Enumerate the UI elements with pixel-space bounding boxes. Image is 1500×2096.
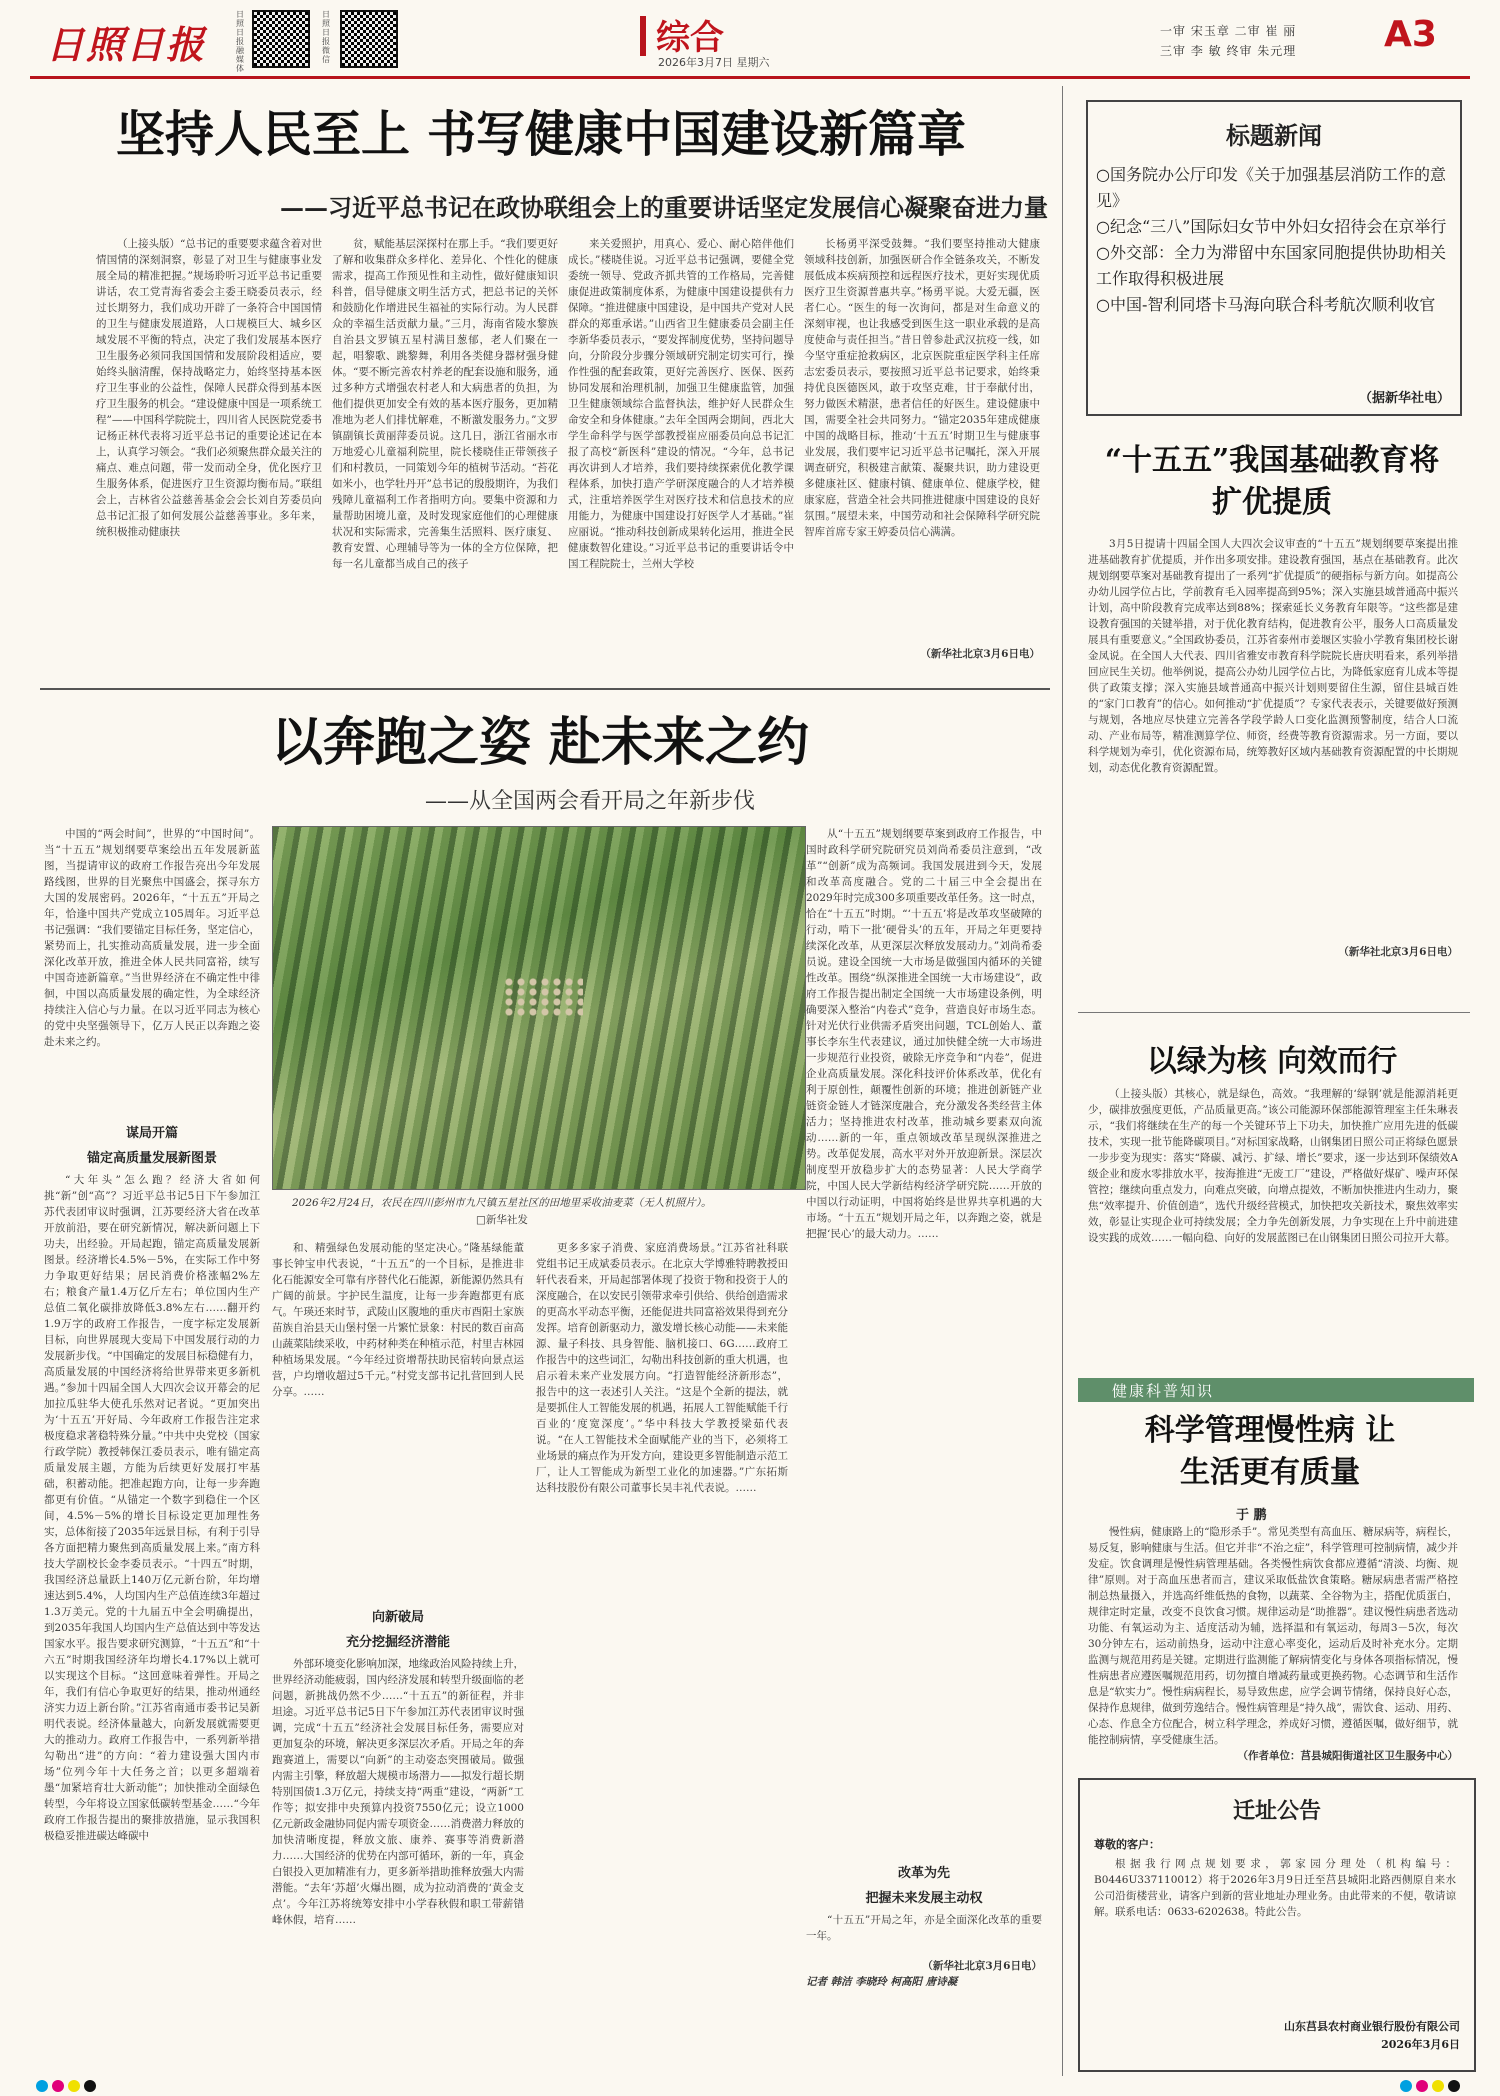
green-title: 以绿为核 向效而行 [1146,1044,1398,1079]
notice-salute: 尊敬的客户： [1094,1838,1160,1851]
second-subtitle: ——从全国两会看开局之年新步伐 [424,789,755,814]
qr2-caption: 日照日报微信 [322,10,330,64]
registration-mark [68,2080,80,2092]
news-item-text: 国务院办公厅印发《关于加强基层消防工作的意见》 [1096,165,1446,210]
notice-date: 2026年3月6日 [1381,2038,1460,2051]
notice-title: 迁址公告 [1232,1798,1321,1824]
photo-caption: 2026年2月24日，农民在四川彭州市九尺镇五星社区的田地里采收油麦菜（无人机照片）。 [292,1197,712,1209]
notice-body: 根据我行网点规划要求，郭家园分理处（机构编号：B0446U337110012）将于2026年3月9日迁至莒县城阳北路西侧原自来水公司沿街楼营业，请客户到新的营业地址办理业务。由此带来的不便，敬请谅解。联系电话：0633-6202638。特此公告。 [1094,1858,1456,1918]
health-title: 科学管理慢性病 让生活更有质量 [1144,1413,1396,1490]
second-mid-column-2: 更多多家子消费、家庭消费场景。”江苏省社科联党组书记王成斌委员表示。在北京大学博雅特聘教授田轩代表看来，开局起部署体现了投资于物和投资于人的深度融合，在以安民引领带求牵引供给、供给创造需求的更高水平动态平衡，还能促进共同富裕效果得到充分发挥。培育创新驱动力，激发增长核心动能——未来能源、量子科技、具身智能、脑机接口、6G……政府工作报告中的这些词汇，勾勒出科技创新的重大机遇，也启示着未来产业发展方向。“打造智能经济新形态”，报告中的这一表述引人关注。“这是个全新的提法，就是要抓住人工智能发展的机遇，拓展人工智能赋能千行百业的‘度宽深度’。”华中科技大学教授梁茹代表说。“在人工智能技术全面赋能产业的当下，必须将工业场景的痛点作为开发方向，建设更多智能制造示范工厂，让人工智能成为新型工业化的加速器。”广东拓斯达科技股份有限公司董事长吴丰礼代表说。…… [536,1242,788,1494]
qr-code-icon [340,10,398,68]
health-band-label: 健康科普知识 [1112,1382,1215,1400]
news-item-text: 中国-智利同塔卡马海向联合科考航次顺利收官 [1109,295,1436,314]
photo-credit: □新华社发 [476,1214,528,1226]
news-credit: （据新华社电） [1358,391,1450,406]
lead-column-1: （上接头版）“总书记的重要要求蕴含着对世情国情的深刻洞察，彰显了对卫生与健康事业发展全局的精准把握。”规场聆听习近平总书记重要讲话，农工党青海省委会主委王晓委员表示，经过长期努力，我们成功开辟了一条符合中国国情的卫生与健康发展道路，人口规模巨大、城乡区域发展不平衡的特点，决定了我们发展基本医疗卫生服务必须同我国国情和发展阶段相适应，要始终头脑清醒，保持战略定力，始终坚持基本医疗卫生事业的公益性，保障人民群众得到基本医疗卫生服务的机会。“建设健康中国是一项系统工程”——中国科学院院士，四川省人民医院党委书记杨正林代表将习近平总书记的重要论述记在本上，认真学习领会。“我们必须聚焦群众最关注的痛点、难点问题，带一发而动全身，优化医疗卫生服务体系，促进医疗卫生资源均衡布局。”联组会上，吉林省公益慈善基金会会长刘自芳委员向总书记汇报了如何发展公益慈善事业。多年来，统积极推动健康扶 [96,238,322,538]
lead-column-3: 来关爱照护，用真心、爱心、耐心陪伴他们成长。”楼晓佳说。习近平总书记强调，要健全党委统一领导、党政齐抓共管的工作格局，完善健康促进政策制度体系，为健康中国建设提供有力保障。“推进健康中国建设，是中国共产党对人民群众的郑重承诺。”山西省卫生健康委员会副主任李新华委员表示，“要发挥制度优势，坚持问题导向，分阶段分步骤分领域研究制定切实可行，操作性强的配套政策，更好完善医疗、医保、医药协同发展和治理机制，加强卫生健康监管，加强卫生健康领域综合监督执法，维护好人民群众生命安全和身体健康。”去年全国两会期间，西北大学生命科学与医学部教授崔应丽委员向总书记汇报了高校“新医科”建设的情况。“今年，总书记再次讲到人才培养，我们要持续探索优化教学课程体系，加快打造产学研深度融合的人才培养模式，注重培养医学生对医疗技术和信息技术的应用能力，为健康中国建设打好医学人才基础。”崔应丽说。“推动科技创新成果转化运用，推进全民健康数智化建设。”习近平总书记的重要讲话令中国工程院院士，兰州大学校 [568,238,794,570]
lead-subtitle: ——习近平总书记在政协联组会上的重要讲话坚定发展信心凝聚奋进力量 [280,193,1048,222]
page-number: A3 [1384,14,1437,55]
second-title: 以奔跑之姿 赴未来之约 [270,712,810,773]
headline-news-title: 标题新闻 [1226,121,1322,150]
second-mid1-top: 和、精强绿色发展动能的坚定决心。”隆基绿能董事长钟宝申代表说，“十五五”的一个目标，是推进非化石能源安全可靠有序替代化石能源，新能源仍然具有广阔的前景。宇护民生温度，让每一步奔跑都更有底气。午瑛还来时节，武陵山区腹地的重庆市酉阳土家族苗族自治县天山堡村堡一片繁忙景象：村民的数百亩高山蔬菜陆续采收，中药材种类在种植示范，村里吉林园种植场果发展。“今年经过资增帮扶助民宿转向景点运营，户均增收超过5千元。”村党支部书记扎营回到人民分享。…… [272,1242,524,1398]
health-band [1078,1378,1474,1402]
story-divider [40,688,1050,690]
notice-signer: 山东莒县农村商业银行股份有限公司 [1284,2020,1460,2033]
farm-photo [272,826,806,1190]
lead-column-2: 贫，赋能基层深探村在那上手。“我们要更好了解和收集群众多样化、差异化、个性化的健康需求，提高工作预见性和主动性，做好健康知识科普，倡导健康文明生活方式，把总书记的关怀和鼓励化作增进民生福祉的实际行动。为人民群众的幸福生活贡献力量。”三月，海南省陵水黎族自治县文罗镇五星村满目葱郁，老人们聚在一起，唱黎歌、跳黎舞，利用各类健身器材强身健体。“要不断完善农村养老的配套设施和服务，通过多种方式增强农村老人和大病患者的负担，为他们提供更加安全有效的基本医疗服务，更加精准地为老人们排忧解难，不断激发服务力。”文罗镇副镇长黄丽萍委员说。这几日，浙江省丽水市万地爱心儿童福利院里，院长楼晓佳正带领孩子们和村教员，一同策划今年的植树节活动。“苔花如米小，也学牡丹开”总书记的殷殷期许，为我们残障儿童福利工作者指明方向。要集中资源和力量帮助困境儿童，及时发现家庭他们的心理健康状况和实际需求，完善集生活照料、医疗康复、教育安置、心理辅导等为一体的全方位保障，把每一名儿童都当成自己的孩子 [332,238,558,570]
second-mid1-bottom: 外部环境变化影响加深，地缘政治风险持续上升，世界经济动能疲弱，国内经济发展和转型升级面临的老问题，新挑战仍然不少……“十五五”的新征程，并非坦途。习近平总书记5日下午参加江苏代表团审议时强调，完成“十五五”经济社会发展目标任务，需要应对更加复杂的环境，解决更多深层次矛盾。开局之年的奔跑赛道上，需要以“向新”的主动姿态突围破局。做强内需主引擎，释放超大规模市场潜力——拟发行超长期特别国债1.3万亿元，持续支持“两重”建设，“两新”工作等；拟安排中央预算内投资7550亿元；设立1000亿元新政金融协同促内需专项资金……消费潜力释放的加快清晰度提，释放文旅、康养、赛事等消费新潜力……大国经济的优势在内部可循环，新的一年，真金白银投入更加精准有力，更多新举措助推释放强大内需潜能。“去年‘苏超’火爆出圈，成为拉动消费的‘黄金支点’。今年江苏将统筹安排中小学春秋假和职工带薪错峰休假，培育…… [272,1658,524,1926]
health-credit: （作者单位：莒县城阳街道社区卫生服务中心） [1237,1750,1458,1762]
health-author: 于 鹏 [1236,1508,1267,1523]
news-item-text: 纪念“三八”国际妇女节中外妇女招待会在京举行 [1109,217,1447,236]
qr-code-icon [252,10,310,68]
registration-mark [52,2080,64,2092]
circle-bullet-icon: ○ [1096,165,1110,184]
second-reporters: 记者 韩洁 李晓玲 柯高阳 唐诗凝 [806,1976,958,1988]
registration-mark [1400,2080,1412,2092]
registration-mark [84,2080,96,2092]
masthead-rule [30,76,1470,79]
registration-mark [36,2080,48,2092]
second-credit: （新华社北京3月6日电） [922,1960,1042,1972]
health-section [1088,1524,1458,1774]
second-head-3: 向新破局 [371,1610,424,1625]
notice-box [1078,1778,1476,2072]
second-left-top: 中国的“两会时间”，世界的“中国时间”。当“十五五”规划纲要草案绘出五年发展新蓝图，当提请审议的政府工作报告亮出今年发展路线图，世界的目光聚焦中国盛会，探寻东方大国的发展密码。2026年，“十五五”开局之年，恰逢中国共产党成立105周年。习近平总书记强调：“我们要锚定目标任务，坚定信心，紧势而上，扎实推动高质量发展，进一步全面深化改革开放，推进全体人民共同富裕，续写中国奇迹新篇章。”当世界经济在不确定性中徘徊，中国以高质量发展的确定性，为全球经济持续注入信心与力量。在以习近平同志为核心的党中央坚强领导下，亿万人民正以奔跑之姿赴未来之约。 [44,828,260,1048]
second-right-bottom: “十五五”开局之年，亦是全面深化改革的重要一年。 [806,1914,1042,1942]
section-marker [640,16,646,56]
second-head-2: 锚定高质量发展新图景 [86,1151,217,1166]
news-item [1096,162,1452,318]
second-right-top: 从“十五五”规划纲要草案到政府工作报告，中国时政科学研究院研究员刘尚希委员注意到，“改革”“创新”成为高频词。我国发展进到今天，发展和改革高度融合。党的二十届三中全会提出在2029年时完成300多项重要改革任务。这一时点，恰在“十五五”时期。“‘十五五’将是改革攻坚破障的行动，啃下一批‘硬骨头’的五年，开局之年更要持续深化改革，从更深层次释放发展动力。”刘尚希委员说。建设全国统一大市场是做强国内循环的关键性改革。围绕“纵深推进全国统一大市场建设”，政府工作报告提出制定全国统一大市场建设条例，明确要深入整治“内卷式”竞争，营造良好市场生态。针对光伏行业供需矛盾突出问题，TCL创始人、董事长李东生代表建议，通过加快健全统一大市场进一步规范行业投资，破除无序竞争和“内卷”，促进企业高质量发展。深化科技评价体系改革，优化有利于原创性，颠覆性创新的环境；推进创新链产业链资金链人才链深度融合，充分激发各类经营主体活力；坚持推进农村改革，推动城乡要素双向流动……新的一年，重点领域改革呈现纵深推进之势。改革促发展，高水平对外开放迎新景。深层次制度型开放稳步扩大的态势显著：人民大学商学院，中国人民大学新结构经济学研究院……开放的中国以行动证明，中国将始终是世界共享机遇的大市场。“十五五”规划开局之年，以奔跑之姿，就是把握‘民心’的最大动力。…… [806,828,1042,1240]
registration-mark [1448,2080,1460,2092]
circle-bullet-icon: ○ [1096,243,1110,262]
second-left-bottom: “大年头”怎么跑？经济大省如何挑“新”创“高”？习近平总书记5日下午参加江苏代表团审议时强调，江苏要经济大省在改革开放前沿，要在研究新情况，解决新问题上下功夫，出经验。开局起跑，锚定高质量发展新图景。经济增长4.5%－5%，在实际工作中努力争取更好结果；居民消费价格涨幅2%左右；粮食产量1.4万亿斤左右；单位国内生产总值二氧化碳排放降低3.8%左右……翻开约1.9万字的政府工作报告，一度字标定发展新目标，向世界展现大变局下中国发展行动的力发展新步伐。“中国确定的发展目标稳健有力，高质量发展的中国经济将给世界带来更多新机遇。”参加十四届全国人大四次会议开幕会的尼加拉瓜驻华大使孔乐然对记者说。“更加突出为‘十五五’开好局、今年政府工作报告注定求极度稳求著稳特殊分量。”中共中央党校（国家行政学院）教授韩保江委员表示，唯有锚定高质量发展主题，方能为后续更好发展打牢基础，积蓄动能。把准起跑方向，让每一步奔跑都更有价值。“从锚定一个数字到稳住一个区间，4.5%－5%的增长目标设定更加理性务实，总体衔接了2035年远景目标，有利于引导各方面把精力聚焦到高质量发展上来。”南方科技大学副校长金李委员表示。“十四五”时期，我国经济总量跃上140万亿元新台阶，年均增速达到5.4%，人均国内生产总值连续3年超过1.3万美元。党的十九届五中全会明确提出，到2035年我国人均国内生产总值达到中等发达国家水平。报告要求研究测算，“十五五”和“十六五”时期我国经济年均增长4.17%以上就可以实现这个目标。“这回意味着弹性。开局之年，我们有信心争取更好的结果，推动州通经济实力迈上新台阶。”江苏省南通市委书记吴新明代表说。经济体量越大，向新发展就需要更大的推动力。政府工作报告中，一系列新举措勾勒出“进”的方向：“着力建设强大国内市场”位列今年十大任务之首；以更多超端着墨“加紧培育壮大新动能”；加快推动全面绿色转型，今年将设立国家低碳转型基金……“今年政府工作报告提出的聚排放措施，显示我国积极稳妥推进碳达峰碳中 [44,1174,260,1842]
second-right-column [806,826,1042,2066]
second-mid-column-1 [272,1240,524,2066]
lead-column-4-wrap [804,236,1040,676]
qr1-caption: 日照日报融媒体 [236,10,244,73]
date-line: 2026年3月7日 星期六 [658,56,770,69]
farm-worker-group [503,977,583,1017]
second-head-1: 谋局开篇 [125,1126,178,1141]
registration-mark [1432,2080,1444,2092]
lead-title: 坚持人民至上 书写健康中国建设新篇章 [115,105,967,163]
second-head-5: 改革为先 [897,1866,950,1881]
editor-line-2: 三审 李 敏 终审 朱元理 [1160,44,1297,58]
edu-title: “十五五”我国基础教育将扩优提质 [1104,443,1440,520]
sidebar-divider [1078,1012,1470,1013]
editor-line-1: 一审 宋玉章 二审 崔 丽 [1160,24,1297,38]
second-left-column [44,826,260,2066]
health-body: 慢性病，健康路上的“隐形杀手”。常见类型有高血压、糖尿病等，病程长，易反复，影响健康与生活。但它并非“不治之症”，科学管理可控制病情，减少并发症。饮食调理是慢性病管理基础。各类慢性病饮食都应遵循“清淡、均衡、规律”原则。对于高血压患者而言，建议采取低盐饮食策略。糖尿病患者需严格控制总热量摄入，并选高纤维低热的食物，以蔬菜、全谷物为主，搭配优质蛋白，规律定时定量，改变不良饮食习惯。规律运动是“助推器”。建议慢性病患者选动功能、有氧运动为主、适度活动为辅，选择温和有氧运动，每周3－5次，每次30分钟左右，运动前热身，运动中注意心率变化，运动后及时补充水分。定期监测与规范用药是关键。定期进行监测能了解病情变化与身体各项指标情况，慢性病患者应遵医嘱规范用药，切勿擅自增减药量或更换药物。心态调节和生活作息是“软实力”。慢性病病程长，易导致焦虑，应学会调节情绪，保持良好心态，保持作息规律，做到劳逸结合。慢性病管理是“持久战”，需饮食、运动、用药、心态、作息全方位配合，树立科学理念，养成好习惯，遵循医嘱，做好细节，就能控制病情，享受健康生活。 [1088,1526,1458,1746]
news-item-text: 外交部：全力为滞留中东国家同胞提供协助相关工作取得积极进展 [1096,243,1446,288]
sidebar-rule [1062,86,1063,2076]
lead-column-4: 长杨勇平深受鼓舞。“我们要坚持推动大健康领域科技创新，加强医研合作全链条攻关，不断发展低成本疾病预控和远程医疗技术，更好实现优质医疗卫生资源普惠共享。”杨勇平说。大爱无疆，医者仁心。“医生的每一次询问，都是对生命意义的深刻审视，也让我感受到医生这一职业承载的是高度使命与责任担当。”昔日曾参赴武汉抗疫一线，如今坚守重症抢救病区，北京医院重症医学科主任席志宏委员表示，要按照习近平总书记要求，始终秉持优良医德医风，敢于攻坚克难，甘于奉献付出，努力做医术精湛，患者信任的好医生。建设健康中国，需要全社会共同努力。“锚定2035年建成健康中国的战略目标，推动‘十五五’时期卫生与健康事业发展，我们要牢记习近平总书记嘱托，深入开展调查研究，积极建言献策、凝聚共识，助力建设更多健康社区、健康村镇、健康单位、健康学校，健康家庭，营造全社会共同推进健康中国建设的良好氛围。”展望未来，中国劳动和社会保障科学研究院智库首席专家王婷委员信心满满。 [804,238,1040,538]
lead-credit: （新华社北京3月6日电） [920,648,1040,660]
headline-news-box [1086,100,1462,416]
edu-body: 3月5日提请十四届全国人大四次会议审查的“十五五”规划纲要草案提出推进基础教育扩优提质，并作出多项安排。建设教育强国，基点在基础教育。此次规划纲要草案对基础教育提出了一系列“扩优提质”的硬指标与新方向。如提高公办幼儿园学位占比，学前教育毛入园率提高到95%；深入实施县域普通高中振兴计划，高中阶段教育完成率达到88%；探索延长义务教育年限等。“这些都是建设教育强国的关键举措，对于优化教育结构，促进教育公平，服务人口高质量发展具有重要意义。”全国政协委员，江苏省泰州市姜堰区实验小学教育集团校长谢金凤说。在全国人大代表、四川省雅安市教育科学院院长唐庆明看来，系列举措回应民生关切。他举例说，提高公办幼儿园学位占比，为降低家庭育儿成本等提供了政策支撑；深入实施县域普通高中振兴计划则要留住生源，留住县城百姓的“家门口教育”的信心。如何推动“扩优提质”？专家代表表示，关键要做好预测与规划，各地应尽快建立完善各学段学龄人口变化监测预警制度，结合人口流动、产业布局等，精准测算学位、师资，经费等教育资源需求。另一方面，要以科学规划为牵引，优化资源布局，统筹教好区域内基础教育资源配置的中长期规划，动态优化教育资源配置。 [1088,538,1458,774]
second-head-6: 把握未来发展主动权 [865,1891,983,1906]
second-head-4: 充分挖掘经济潜能 [345,1635,450,1650]
green-body: （上接头版）其核心，就是绿色，高效。“我理解的‘绿钢’就是能源消耗更少，碳排放强度更低，产品质量更高。”该公司能源环保部能源管理室主任朱琳表示，“我们将继续在生产的每一个关键环节上下功夫，加快推广应用先进的低碳技术，实现一批节能降碳项目。”对标国家战略，山钢集团日照公司正将绿色愿景一步步变为现实：落实“降碳、减污、扩绿、增长”要求，逐一步达到环保绩效A级企业和废水零排放水平，按海推进“无废工厂”建设，严格做好煤矿、噪声环保管控；继续向重点发力，向难点突破，向增点提效，不断加快推进内生动力，聚焦“效率提升、价值创造”，选代升级经营模式，加快把攻关新技术，聚焦效率实效，彰显让实现企业可持续发展；全力争先创新发展，力争实现在上升中前进建设实践的成效……一幅向稳、向好的发展蓝图已在山钢集团日照公司拉开大幕。 [1088,1088,1458,1244]
registration-mark [1416,2080,1428,2092]
masthead [0,0,1500,76]
paper-logo: 日照日报 [46,22,207,67]
circle-bullet-icon: ○ [1096,217,1110,236]
edu-section [1088,536,1458,976]
section-title: 综合 [656,18,724,58]
edu-credit: （新华社北京3月6日电） [1338,946,1458,958]
circle-bullet-icon: ○ [1096,295,1110,314]
